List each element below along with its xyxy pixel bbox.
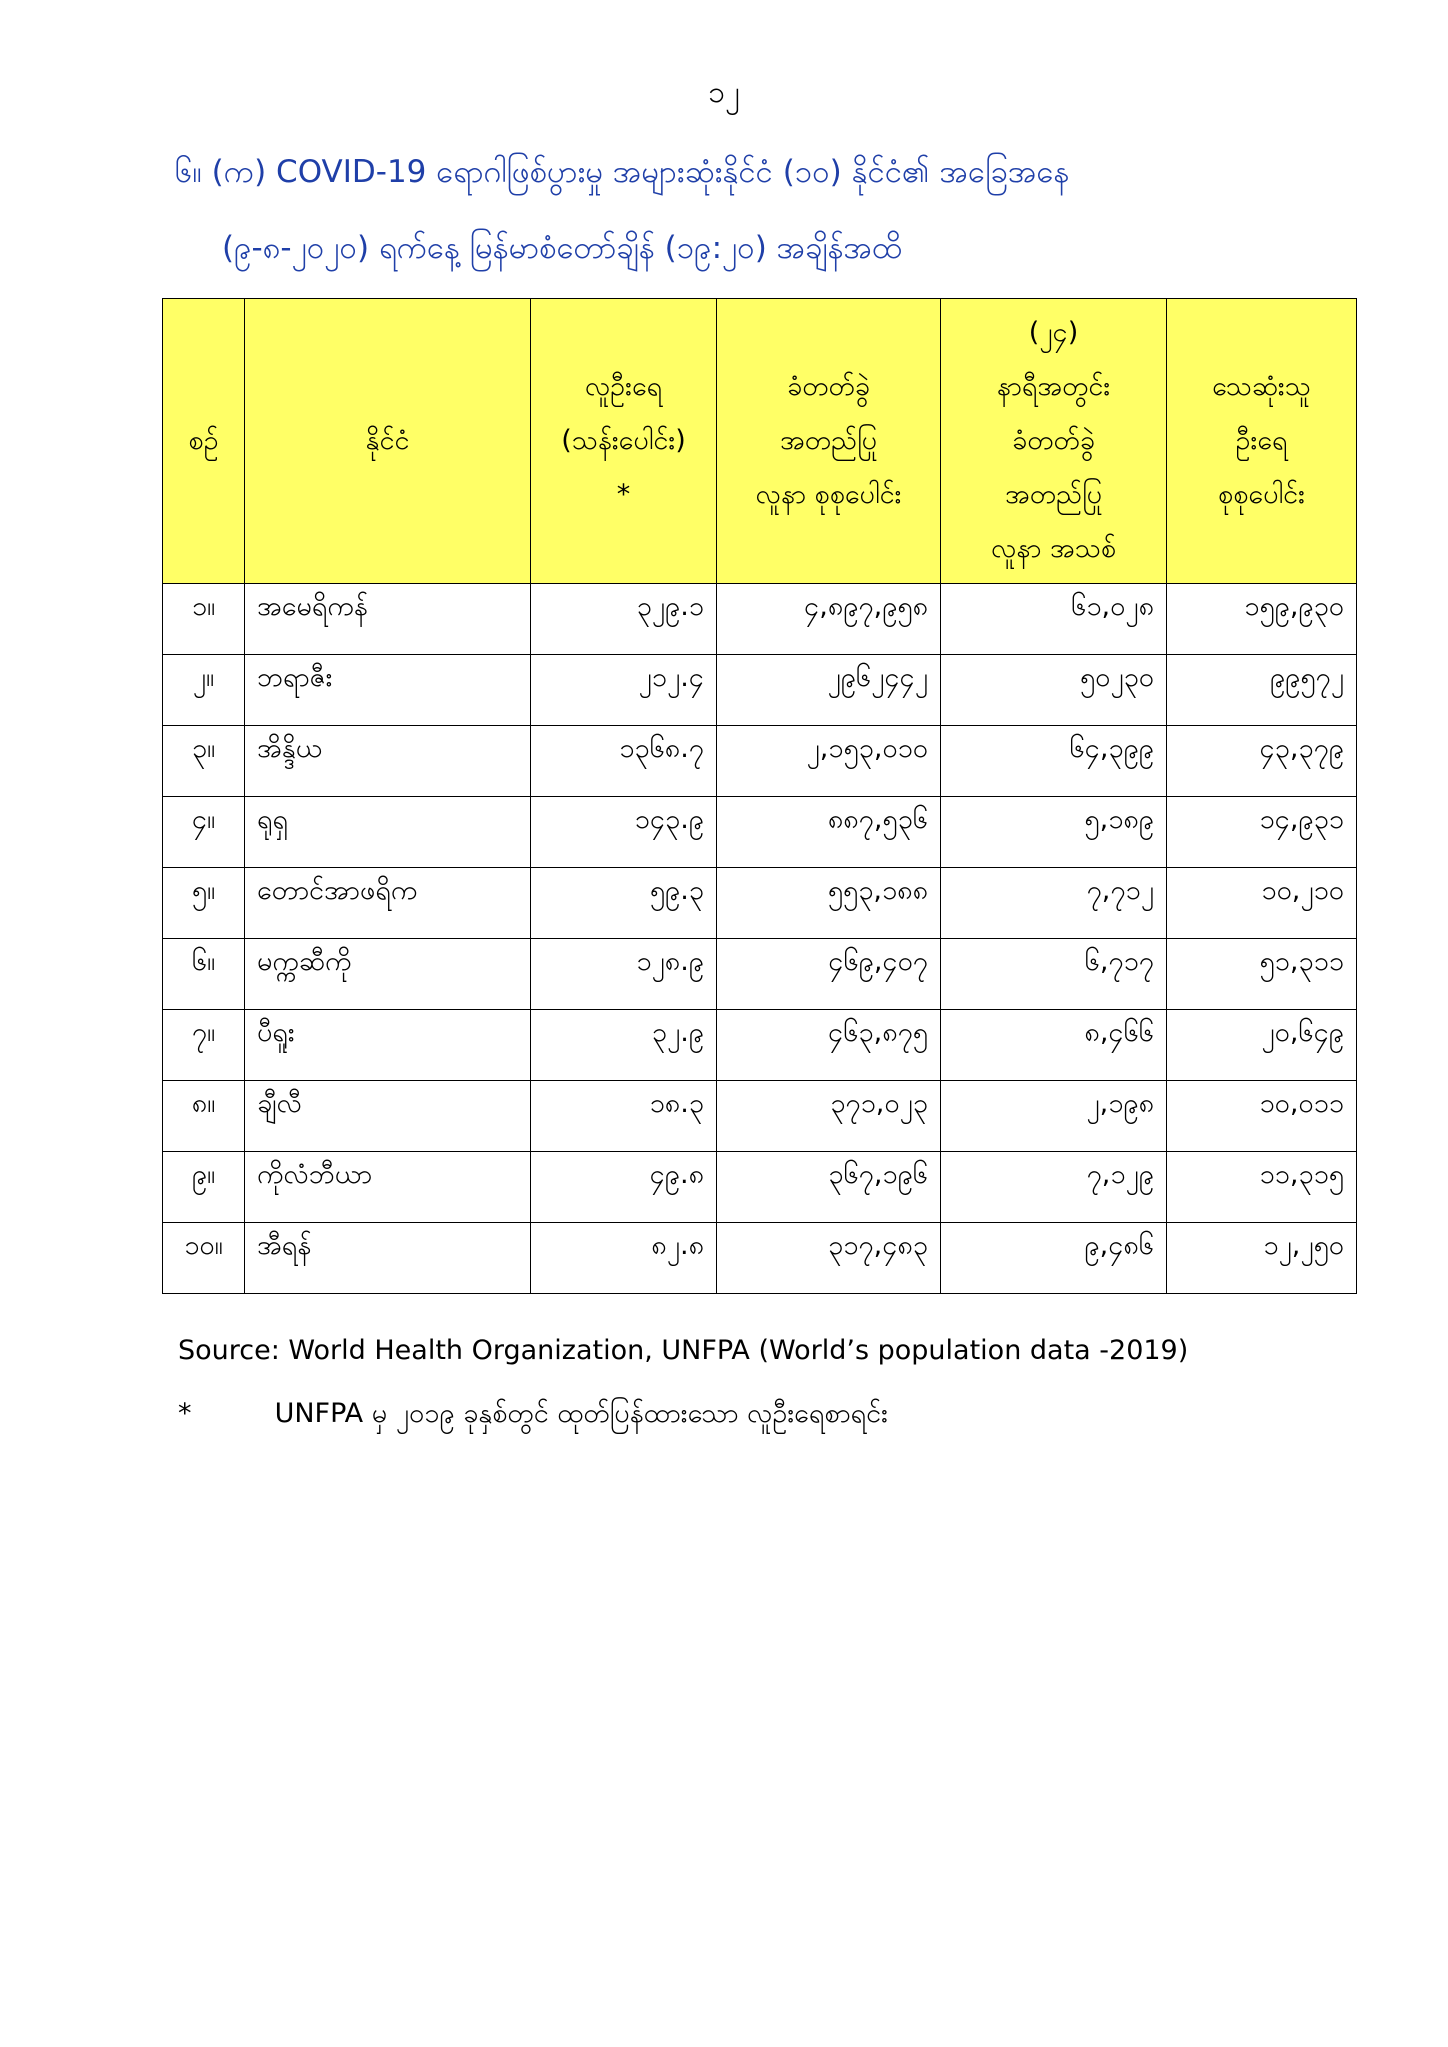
table-row (163, 726, 1357, 797)
covid-cases-table (162, 298, 1357, 1294)
page-number: ၁၂ (708, 75, 740, 110)
table-row (163, 939, 1357, 1010)
population-value: ၅၉.၃ (531, 868, 717, 939)
deaths-value: ၂၀,၆၄၉ (1167, 1010, 1357, 1081)
deaths-value: ၁၄,၉၃၁ (1167, 797, 1357, 868)
table-row (163, 655, 1357, 726)
footnote (178, 1396, 888, 1436)
deaths-value: ၁၁,၃၁၅ (1167, 1152, 1357, 1223)
population-value: ၁၈.၃ (531, 1081, 717, 1152)
confirmed-value: ၃၆၇,၁၉၆ (717, 1152, 941, 1223)
new-24h-value: ၂,၁၉၈ (941, 1081, 1167, 1152)
header-population: လူဦးရေ (သန်းပေါင်း) * (531, 299, 717, 584)
row-number: ၃။ (163, 726, 245, 797)
row-number: ၁။ (163, 584, 245, 655)
new-24h-value: ၈,၄၆၆ (941, 1010, 1167, 1081)
table-row (163, 797, 1357, 868)
deaths-value: ၁၂,၂၅၀ (1167, 1223, 1357, 1294)
page-title: ၆။ (က) COVID-19 ရောဂါဖြစ်ပွားမှု အများဆုံးနိုင်ငံ (၁၀) နိုင်ငံ၏ အခြေအနေ (175, 154, 1070, 190)
confirmed-value: ၃၁၇,၄၈၃ (717, 1223, 941, 1294)
deaths-value: ၁၅၉,၉၃၀ (1167, 584, 1357, 655)
table-body (163, 584, 1357, 1294)
new-24h-value: ၆,၇၁၇ (941, 939, 1167, 1010)
row-number: ၅။ (163, 868, 245, 939)
table-row (163, 1010, 1357, 1081)
new-24h-value: ၆၁,၀၂၈ (941, 584, 1167, 655)
deaths-value: ၁၀,၂၁၀ (1167, 868, 1357, 939)
table-row (163, 1223, 1357, 1294)
new-24h-value: ၇,၇၁၂ (941, 868, 1167, 939)
population-value: ၈၂.၈ (531, 1223, 717, 1294)
country-name: ကိုလံဘီယာ (245, 1152, 531, 1223)
new-24h-value: ၅၀၂၃၀ (941, 655, 1167, 726)
deaths-value: ၄၃,၃၇၉ (1167, 726, 1357, 797)
new-24h-value: ၅,၁၈၉ (941, 797, 1167, 868)
confirmed-value: ၃၇၁,၀၂၃ (717, 1081, 941, 1152)
country-name: မက္ကဆီကို (245, 939, 531, 1010)
country-name: အီရန် (245, 1223, 531, 1294)
country-name: တောင်အာဖရိက (245, 868, 531, 939)
row-number: ၇။ (163, 1010, 245, 1081)
confirmed-value: ၂၉၆၂၄၄၂ (717, 655, 941, 726)
row-number: ၈။ (163, 1081, 245, 1152)
row-number: ၂။ (163, 655, 245, 726)
confirmed-value: ၄၆၃,၈၇၅ (717, 1010, 941, 1081)
new-24h-value: ၆၄,၃၉၉ (941, 726, 1167, 797)
header-country: နိုင်ငံ (245, 299, 531, 584)
row-number: ၄။ (163, 797, 245, 868)
new-24h-value: ၇,၁၂၉ (941, 1152, 1167, 1223)
confirmed-value: ၄,၈၉၇,၉၅၈ (717, 584, 941, 655)
header-no: စဉ် (163, 299, 245, 584)
table-row (163, 1152, 1357, 1223)
population-value: ၃၂.၉ (531, 1010, 717, 1081)
confirmed-value: ၂,၁၅၃,၀၁၀ (717, 726, 941, 797)
country-name: ဘရာဇီး (245, 655, 531, 726)
country-name: ချီလီ (245, 1081, 531, 1152)
row-number: ၆။ (163, 939, 245, 1010)
confirmed-value: ၄၆၉,၄၀၇ (717, 939, 941, 1010)
table-row (163, 584, 1357, 655)
population-value: ၁၂၈.၉ (531, 939, 717, 1010)
header-row (163, 299, 1357, 584)
population-value: ၃၂၉.၁ (531, 584, 717, 655)
deaths-value: ၅၁,၃၁၁ (1167, 939, 1357, 1010)
confirmed-value: ၅၅၃,၁၈၈ (717, 868, 941, 939)
population-value: ၂၁၂.၄ (531, 655, 717, 726)
country-name: ရုရှ (245, 797, 531, 868)
header-total-deaths: သေဆုံးသူ ဦးရေ စုစုပေါင်း (1167, 299, 1357, 584)
table-row (163, 1081, 1357, 1152)
header-new-24h: (၂၄) နာရီအတွင်း ခံတတ်ခွဲ အတည်ပြု လူနာ အသစ် (941, 299, 1167, 584)
deaths-value: ၉၉၅၇၂ (1167, 655, 1357, 726)
country-name: အမေရိကန် (245, 584, 531, 655)
country-name: အိန္ဒိယ (245, 726, 531, 797)
table-header (163, 299, 1357, 584)
source-note: Source: World Health Organization, UNFPA (World’s population data -2019) (178, 1335, 1189, 1366)
new-24h-value: ၉,၄၈၆ (941, 1223, 1167, 1294)
footnote-marker: * (178, 1398, 192, 1429)
header-total-confirmed: ခံတတ်ခွဲ အတည်ပြု လူနာ စုစုပေါင်း (717, 299, 941, 584)
deaths-value: ၁၀,၀၁၁ (1167, 1081, 1357, 1152)
row-number: ၉။ (163, 1152, 245, 1223)
population-value: ၁၃၆၈.၇ (531, 726, 717, 797)
confirmed-value: ၈၈၇,၅၃၆ (717, 797, 941, 868)
country-name: ပီရူး (245, 1010, 531, 1081)
footnote-text: UNFPA မှ ၂၀၁၉ ခုနှစ်တွင် ထုတ်ပြန်ထားသော လူဦးရေစာရင်း (274, 1398, 888, 1429)
population-value: ၄၉.၈ (531, 1152, 717, 1223)
row-number: ၁၀။ (163, 1223, 245, 1294)
population-value: ၁၄၃.၉ (531, 797, 717, 868)
page-subtitle: (၉-၈-၂၀၂၀) ရက်နေ့ မြန်မာစံတော်ချိန် (၁၉:၂၀) အချိန်အထိ (222, 230, 902, 266)
table-row (163, 868, 1357, 939)
